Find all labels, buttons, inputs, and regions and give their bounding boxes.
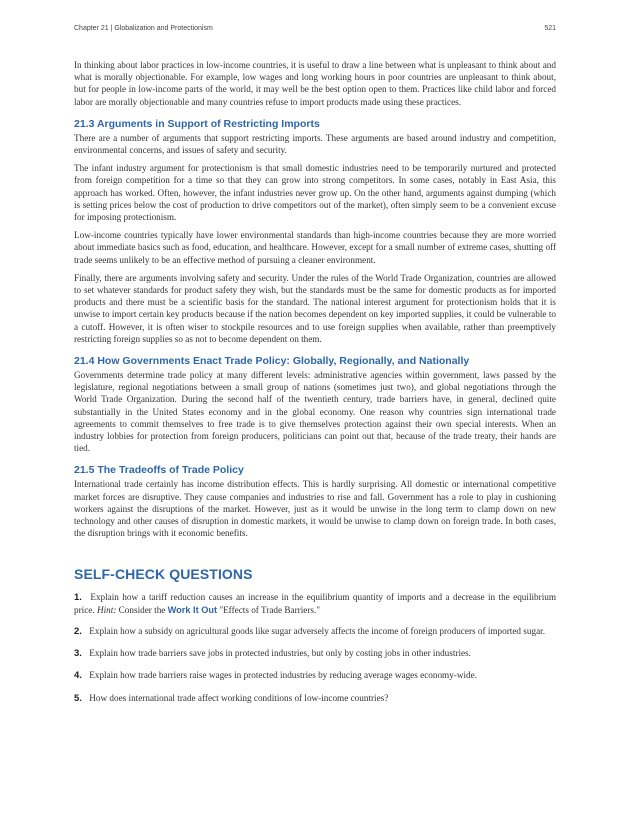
paragraph: Low-income countries typically have lower environmental standards than high-income countries because they are more worried about immediate basics such as food, education, and healthcare. However, except for a small number of extreme cases, shutting off trade seems unlikely to be an effective method of pursuing a cleaner environment. (74, 230, 556, 265)
question-item (74, 692, 556, 705)
question-item (74, 669, 556, 682)
paragraph: Finally, there are arguments involving safety and security. Under the rules of the World Trade Organization, countries are allowed to set whatever standards for product safety they wish, but the standards must be the same for domestic products as for imported products and there must be a scientific basis for the standard. The national interest argument for protectionism holds that it is unwise to import certain key products because if the nation becomes dependent on key imported supplies, it could be vulnerable to a cutoff. However, it is often wiser to stockpile resources and to use foreign supplies when available, rather than preemptively restricting foreign supplies so as not to become dependent on them. (74, 272, 556, 344)
question-item (74, 591, 556, 616)
self-check-heading: SELF-CHECK QUESTIONS (74, 565, 253, 582)
self-check-questions (74, 591, 556, 705)
section-heading-21-3: 21.3 Arguments in Support of Restricting Imports (74, 117, 320, 130)
question-number: 4. (74, 670, 82, 682)
work-it-out-link[interactable]: Work It Out (167, 604, 218, 615)
paragraph: The infant industry argument for protectionism is that small domestic industries need to be temporarily nurtured and protected from foreign competition for a time so that they can grow into strong competitors. In some cases, notably in East Asia, this approach has worked. Often, however, the infant industries never grow up. On the other hand, arguments against dumping (which is setting prices below the cost of production to drive competitors out of the market), often simply seem to be a convenient excuse for imposing protectionism. (74, 163, 556, 223)
question-text: Explain how trade barriers raise wages in protected industries by reducing average wages economy-wide. (89, 670, 478, 681)
question-number: 3. (74, 648, 82, 660)
question-text: Explain how trade barriers save jobs in protected industries, but only by costing jobs in other industries. (89, 648, 471, 659)
chapter-title: Chapter 21 | Globalization and Protectionism (74, 25, 213, 32)
section-heading-21-4: 21.4 How Governments Enact Trade Policy: Globally, Regionally, and Nationally (74, 355, 470, 368)
running-header (74, 25, 556, 37)
intro-paragraph: In thinking about labor practices in low-income countries, it is useful to draw a line between what is unpleasant to think about and what is morally objectionable. For example, low wages and long working hours in poor countries are unpleasant to think about, but for people in low-income parts of the world, it may well be the best option open to them. Practices like child labor and forced labor are morally objectionable and many countries refuse to import products made using these practices. (74, 60, 556, 107)
question-number: 1. (74, 591, 82, 603)
paragraph: There are a number of arguments that support restricting imports. These arguments are based around industry and competition, environmental concerns, and issues of safety and security. (74, 132, 556, 156)
hint-pre: Consider the (118, 604, 166, 615)
paragraph: International trade certainly has income distribution effects. This is hardly surprising. All domestic or international competitive market forces are disruptive. They cause companies and industries to rise and fall. Government has a role to play in cushioning workers against the disruptions of the market. However, just as it would be unwise in the long term to clamp down on new technology and other causes of disruption in domestic markets, it would be unwise to clamp down on foreign trade. In both cases, the disruption brings with it economic benefits. (74, 479, 556, 539)
question-text: Explain how a subsidy on agricultural goods like sugar adversely affects the income of foreign producers of imported sugar. (89, 625, 545, 636)
question-item (74, 647, 556, 660)
question-number: 2. (74, 625, 82, 637)
hint-label: Hint: (96, 604, 117, 615)
question-text: Explain how a tariff reduction causes an increase in the equilibrium quantity of imports and a decrease in the equilibrium price. (74, 591, 557, 615)
question-item (74, 625, 556, 638)
paragraph: Governments determine trade policy at many different levels: administrative agencies within government, laws passed by the legislature, regional negotiations between a small group of nations (sometimes just two), and global negotiations through the World Trade Organization. During the second half of the twentieth century, trade barriers have, in general, declined quite substantially in the United States economy and in the global economy. One reason why countries sign international trade agreements to commit themselves to free trade is to give themselves protection against their own special interests. When an industry lobbies for protection from foreign producers, politicians can point out that, because of the trade treaty, their hands are tied. (74, 370, 556, 454)
page-number: 521 (544, 25, 556, 32)
page-content (74, 59, 556, 714)
question-text: How does international trade affect working conditions of low-income countries? (89, 692, 389, 703)
hint-post: "Effects of Trade Barriers." (219, 604, 321, 615)
section-heading-21-5: 21.5 The Tradeoffs of Trade Policy (74, 464, 244, 477)
question-number: 5. (74, 692, 82, 704)
